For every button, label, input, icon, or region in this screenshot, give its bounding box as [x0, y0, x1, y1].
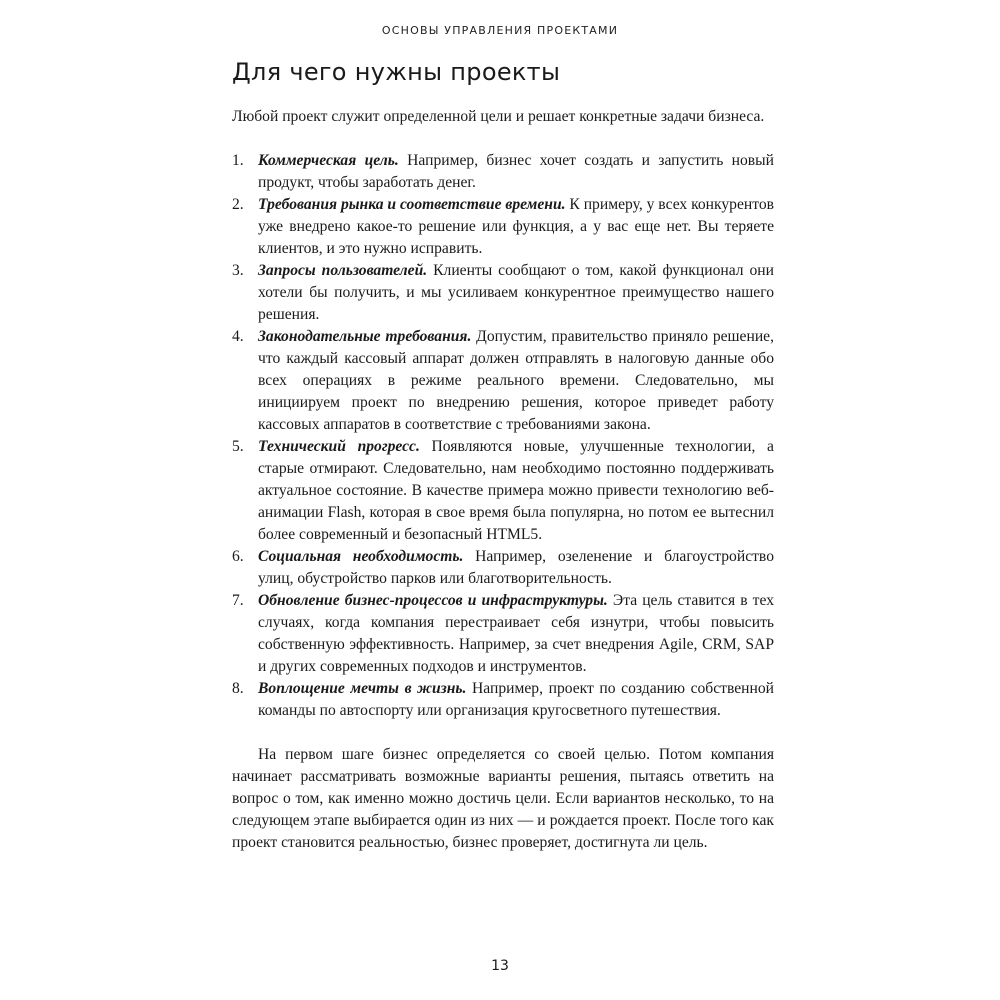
goal-item-6: [232, 546, 774, 590]
goal-item-2: [232, 194, 774, 260]
goal-item-5: [232, 436, 774, 546]
goal-text: Эта цель ставится в тех случаях, когда компания перестраивает себя изнутри, чтобы повысить собственную эффективность. Например, за счет внедрения Agile, CRM, SAP и других современных подходов и инструментов.: [258, 592, 774, 675]
goal-text: К примеру, у всех конкурентов уже внедрено какое-то решение или функция, а у вас еще нет. Вы теряете клиентов, и это нужно исправить.: [258, 196, 775, 257]
goal-term: Обновление бизнес-процессов и инфраструктуры.: [258, 592, 608, 609]
goal-number: 5.: [232, 438, 244, 455]
goal-text: Клиенты сообщают о том, какой функционал они хотели бы получить, и мы усиливаем конкурентное преимущество нашего решения.: [258, 262, 774, 323]
goal-text: Допустим, правительство приняло решение, что каждый кассовый аппарат должен отправлять в налоговую данные обо всех операциях в режиме реального времени. Следовательно, мы инициируем проект по внедрению решения, которое приведет работу кассовых аппаратов в соответствие с требованиями закона.: [258, 328, 774, 433]
goal-term: Воплощение мечты в жизнь.: [258, 680, 467, 697]
goal-number: 8.: [232, 680, 244, 697]
goal-item-8: [232, 678, 774, 722]
goal-term: Законодательные требования.: [258, 328, 472, 345]
page-body: [232, 106, 774, 854]
goal-term: Требования рынка и соответствие времени.: [258, 196, 566, 213]
goal-number: 3.: [232, 262, 244, 279]
goal-item-4: [232, 326, 774, 436]
goal-text: Появляются новые, улучшенные технологии, а старые отмирают. Следовательно, нам необходимо постоянно поддерживать актуальное состояние. В качестве примера можно привести технологию веб-анимации Flash, которая в свое время была популярна, но потом ее вытеснил более современный и безопасный HTML5.: [258, 438, 774, 543]
section-title: Для чего нужны проекты: [232, 58, 561, 86]
goal-number: 1.: [232, 152, 244, 169]
goal-number: 2.: [232, 196, 244, 213]
goal-text: Например, озеленение и благоустройство улиц, обустройство парков или благотворительность.: [258, 548, 774, 587]
page-number: 13: [491, 958, 509, 974]
goal-text: Например, бизнес хочет создать и запустить новый продукт, чтобы заработать денег.: [258, 152, 774, 191]
intro-paragraph: Любой проект служит определенной цели и решает конкретные задачи бизнеса.: [232, 108, 765, 125]
goal-number: 7.: [232, 592, 244, 609]
goal-term: Социальная необходимость.: [258, 548, 464, 565]
goal-term: Коммерческая цель.: [258, 152, 399, 169]
goals-list: [232, 150, 774, 722]
goal-term: Запросы пользователей.: [258, 262, 428, 279]
goal-item-1: [232, 150, 774, 194]
running-header: ОСНОВЫ УПРАВЛЕНИЯ ПРОЕКТАМИ: [381, 24, 619, 37]
goal-number: 4.: [232, 328, 244, 345]
goal-term: Технический прогресс.: [258, 438, 420, 455]
goal-item-3: [232, 260, 774, 326]
goal-text: Например, проект по созданию собственной команды по автоспорту или организация кругосветного путешествия.: [258, 680, 774, 719]
goal-item-7: [232, 590, 774, 678]
goal-number: 6.: [232, 548, 244, 565]
closing-paragraph: На первом шаге бизнес определяется со своей целью. Потом компания начинает рассматривать возможные варианты решения, пытаясь ответить на вопрос о том, как именно можно достичь цели. Если вариантов несколько, то на следующем этапе выбирается один из них — и рождается проект. После того как проект становится реальностью, бизнес проверяет, достигнута ли цель.: [232, 746, 774, 851]
